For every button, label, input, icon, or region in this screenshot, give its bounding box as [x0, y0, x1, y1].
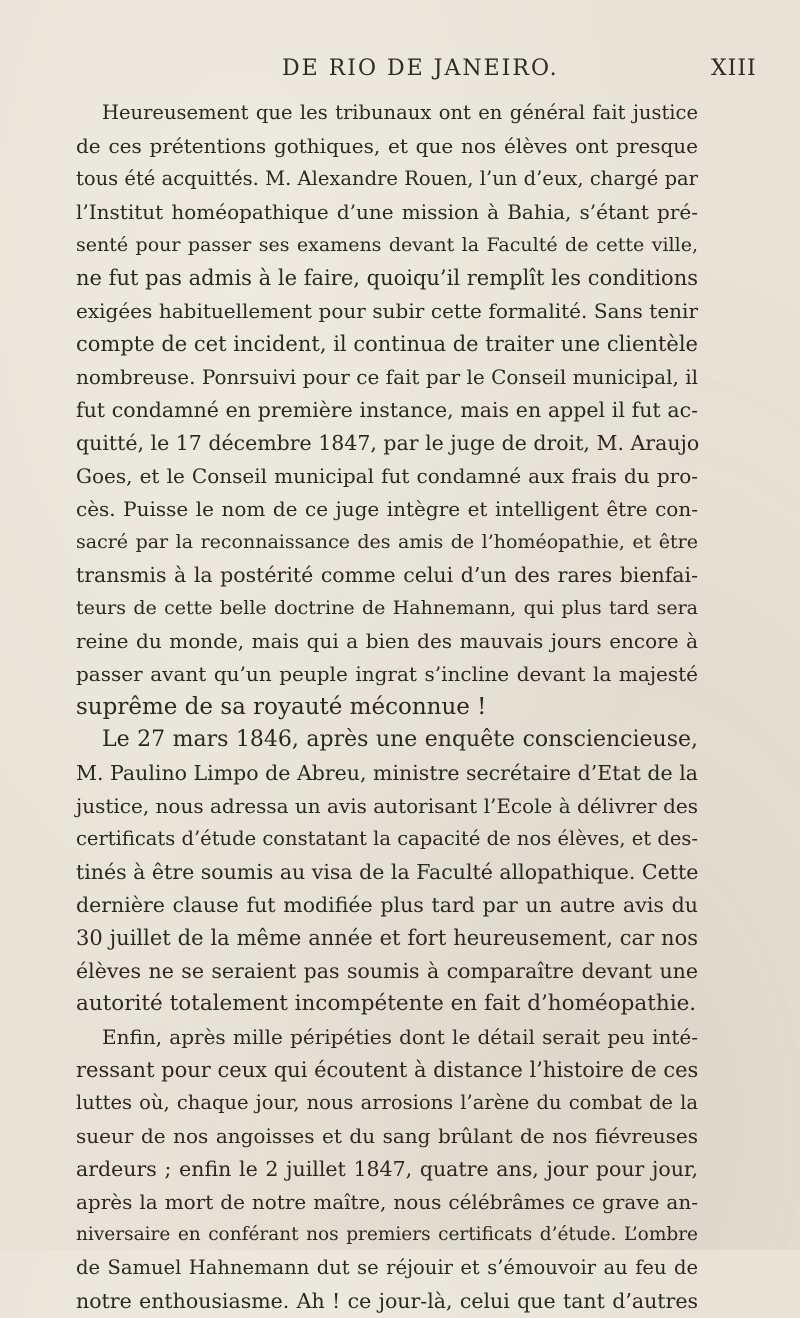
running-title: DE RIO DE JANEIRO.: [282, 56, 559, 81]
text-line: de ces prétentions gothiques, et que nos élèves ont presque: [76, 134, 698, 158]
text-line: exigées habituellement pour subir cette formalité. Sans tenir: [76, 299, 698, 323]
text-line: ne fut pas admis à le faire, quoiqu’il remplît les conditions: [76, 266, 698, 290]
text-line: tous été acquittés. M. Alexandre Rouen, l’un d’eux, chargé par: [76, 167, 698, 190]
text-line: transmis à la postérité comme celui d’un des rares bienfai-: [76, 563, 698, 587]
text-line: élèves ne se seraient pas soumis à comparaître devant une: [76, 959, 698, 983]
text-line: cès. Puisse le nom de ce juge intègre et intelligent être con-: [76, 497, 698, 521]
text-line: justice, nous adressa un avis autorisant l’Ecole à délivrer des: [76, 794, 698, 818]
text-line: sacré par la reconnaissance des amis de l’homéopathie, et être: [76, 531, 698, 553]
text-line: sueur de nos angoisses et du sang brûlant de nos fiévreuses: [76, 1124, 698, 1148]
text-line: certificats d’étude constatant la capacité de nos élèves, et des-: [76, 827, 698, 850]
text-line: Heureusement que les tribunaux ont en général fait justice: [102, 101, 698, 124]
text-line: reine du monde, mais qui a bien des mauvais jours encore à: [76, 629, 698, 653]
text-line: l’Institut homéopathique d’une mission à Bahia, s’étant pré-: [76, 200, 698, 224]
text-line: passer avant qu’un peuple ingrat s’incline devant la majesté: [76, 662, 698, 686]
text-line: tinés à être soumis au visa de la Faculté allopathique. Cette: [76, 860, 699, 884]
text-line: nombreuse. Ponrsuivi pour ce fait par le Conseil municipal, il: [76, 365, 698, 389]
text-line: dernière clause fut modifiée plus tard par un autre avis du: [76, 893, 698, 917]
text-line: suprême de sa royauté méconnue !: [76, 694, 487, 720]
text-line: Goes, et le Conseil municipal fut condamné aux frais du pro-: [76, 464, 698, 488]
text-line: M. Paulino Limpo de Abreu, ministre secrétaire d’Etat de la: [76, 761, 698, 785]
text-line: Le 27 mars 1846, après une enquête consciencieuse,: [102, 727, 698, 752]
text-line: fut condamné en première instance, mais en appel il fut ac-: [76, 398, 698, 422]
page-number: XIII: [711, 56, 757, 81]
text-line: notre enthousiasme. Ah ! ce jour-là, celui que tant d’autres: [76, 1289, 698, 1313]
text-line: après la mort de notre maître, nous célébrâmes ce grave an-: [76, 1190, 698, 1214]
text-line: de Samuel Hahnemann dut se réjouir et s’émouvoir au feu de: [76, 1256, 698, 1279]
text-line: 30 juillet de la même année et fort heureusement, car nos: [76, 926, 698, 950]
text-line: luttes où, chaque jour, nous arrosions l’arène du combat de la: [76, 1091, 698, 1114]
text-line: senté pour passer ses examens devant la Faculté de cette ville,: [76, 234, 698, 256]
text-line: ardeurs ; enfin le 2 juillet 1847, quatre ans, jour pour jour,: [76, 1157, 698, 1181]
text-line: quitté, le 17 décembre 1847, par le juge de droit, M. Araujo: [76, 431, 700, 455]
text-line: Enfin, après mille péripéties dont le détail serait peu inté-: [102, 1025, 698, 1049]
running-head: [0, 56, 800, 86]
text-line: autorité totalement incompétente en fait d’homéopathie.: [76, 991, 697, 1016]
text-line: teurs de cette belle doctrine de Hahnemann, qui plus tard sera: [76, 597, 698, 619]
text-line: ressant pour ceux qui écoutent à distance l’histoire de ces: [76, 1058, 699, 1082]
text-line: compte de cet incident, il continua de traiter une clientèle: [76, 332, 698, 356]
text-line: niversaire en conférant nos premiers certificats d’étude. L’ombre: [76, 1224, 698, 1245]
